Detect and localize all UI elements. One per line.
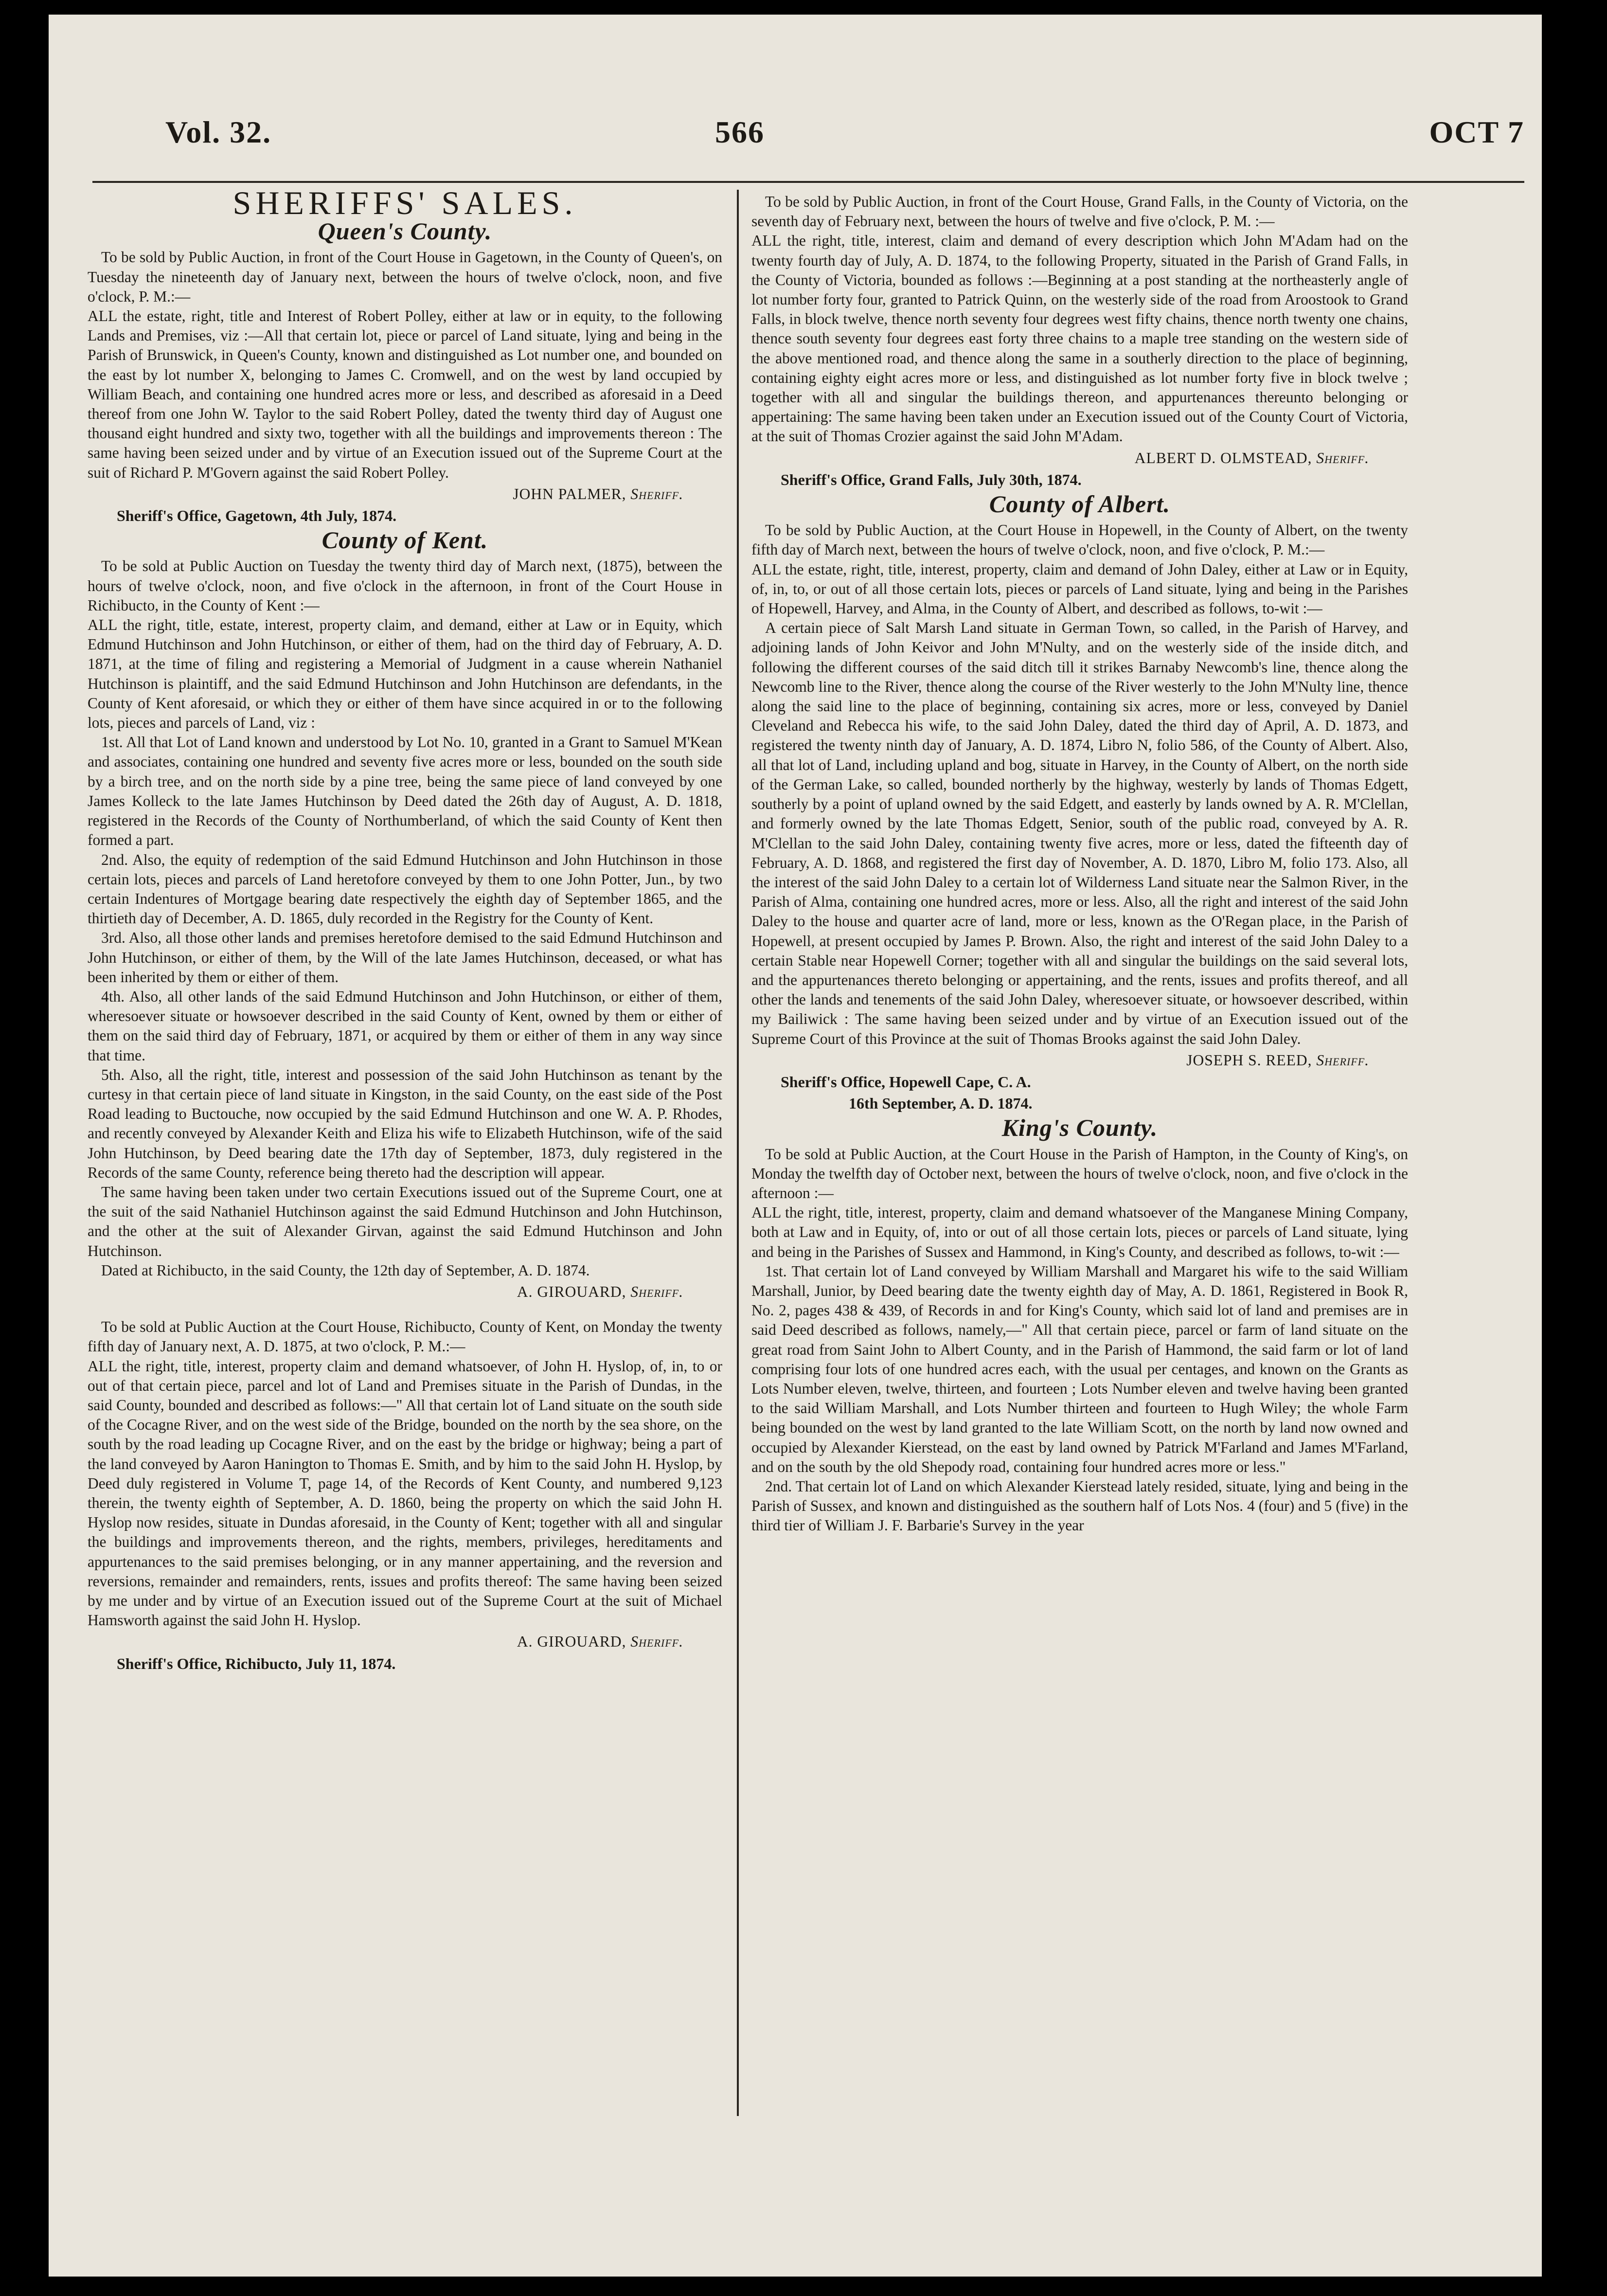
kent-county-heading: County of Kent. <box>321 526 488 554</box>
sheriff-name: A. GIROUARD, <box>517 1633 626 1650</box>
kent-executions: The same having been taken under two certain Executions issued out of the Supreme Court, one at the suit of the said Nathaniel Hutchinson against the said Edmund Hutchinson and John Hutchinson, and the other at the suit of Alexander Girvan, against the said Edmund Hutchinson and John Hutchinson. <box>88 1183 722 1259</box>
sheriff-name: JOSEPH S. REED, <box>1186 1051 1312 1069</box>
kent-dated: Dated at Richibucto, in the said County, the 12th day of September, A. D. 1874. <box>101 1261 590 1279</box>
albert-sheriff <box>751 1051 1408 1070</box>
page-header <box>92 114 1524 168</box>
kent-item-4: 4th. Also, all other lands of the said Edmund Hutchinson and John Hutchinson, or either of them, wheresoever situate or howsoever described in the said County of Kent, owned by them or either of them on the said third day of February, 1871, or acquired by them or either of them in any way since that time. <box>88 987 722 1064</box>
kent2-intro: To be sold at Public Auction at the Court House, Richibucto, County of Kent, on Monday the twenty fifth day of January next, A. D. 1875, at two o'clock, P. M.:— <box>88 1318 722 1355</box>
queens-body: ALL the estate, right, title and Interest of Robert Polley, either at law or in equity, to the following Lands and Premises, viz :—All that certain lot, piece or parcel of Land situate, lying and being in the Parish of Brunswick, in Queen's County, known and distinguished as Lot number one, and bounded on the east by lot number X, belonging to James C. Cromwell, and on the west by land occupied by William Beach, and containing one hundred acres more or less, and described as aforesaid in a Deed thereof from one John W. Taylor to the said Robert Polley, dated the twenty third day of August one thousand eight hundred and sixty two, together with all the buildings and improvements thereon : The same having been seized under and by virtue of an Execution issued out of the Supreme Court at the suit of Richard P. M'Govern against the said Robert Polley. <box>88 307 722 481</box>
kings-item-1: 1st. That certain lot of Land conveyed by William Marshall and Margaret his wife to the said William Marshall, Junior, by Deed bearing date the twenty eighth day of May, A. D. 1861, Registered in Book R, No. 2, pages 438 & 439, of Records in and for King's County, which said lot of land and premises are in said Deed described as follows, namely,—" All that certain piece, parcel or farm of land situate on the great road from Saint John to Albert County, and in the Parish of Hammond, the said farm or lot of land comprising four lots of one hundred acres each, with the usual per centages, and known on the Grants as Lots Number eleven, twelve, thirteen, and fourteen ; Lots Number eleven and twelve having been granted to the said William Marshall, and Lots Number thirteen and fourteen to Hugh Wiley; the whole Farm being bounded on the west by land granted to the late William Scott, on the north by land now owned and occupied by Alexander Kierstead, on the east by land owned by Patrick M'Farland and James M'Farland, and on the south by the old Shepody road, containing four hundred acres more or less." <box>751 1262 1408 1475</box>
sheriff-role: Sheriff. <box>1316 449 1369 466</box>
kent-intro: To be sold at Public Auction on Tuesday the twenty third day of March next, (1875), between the hours of twelve o'clock, noon, and five o'clock in the afternoon, in front of the Court House in Richibucto, in the County of Kent :— <box>88 557 722 614</box>
albert-office-line-1: Sheriff's Office, Hopewell Cape, C. A. <box>781 1073 1031 1091</box>
albert-description: A certain piece of Salt Marsh Land situate in German Town, so called, in the Parish of Harvey, and adjoining lands of John Keivor and John M'Nulty, and on the westerly side of the inside ditch, and following the different courses of the said ditch till it strikes Barnaby Newcomb's line, thence along the Newcomb line to the River, thence along the course of the River westerly to the John M'Nulty line, thence along the said line to the place of beginning, containing six acres, more or less, conveyed by Daniel Cleveland and Rebecca his wife, to the said John Daley, dated the third day of April, A. D. 1873, and registered the twenty ninth day of January, A. D. 1874, Libro N, folio 586, of the County of Albert. Also, all that lot of Land, including upland and bog, situate in Harvey, in the County of Albert, on the north side of the German Lake, so called, bounded northerly by the highway, westerly by lands of Thomas Edgett, southerly by a point of upland owned by the said Edgett, and easterly by lands owned by A. R. M'Clellan, and formerly owned by the late Thomas Edgett, Senior, south of the public road, conveyed by A. R. M'Clellan to the said John Daley, containing twenty five acres, more or less, dated the fifteenth day of February, A. D. 1868, and registered the first day of November, A. D. 1870, Libro M, folio 173. Also, all the interest of the said John Daley to a certain lot of Wilderness Land situate near the Salmon River, in the Parish of Alma, containing one hundred acres, more or less. Also, all the right and interest of the said John Daley to the house and quarter acre of land, more or less, known as the O'Regan place, in the Parish of Hopewell, at present occupied by James P. Brown. Also, the right and interest of the said John Daley to a certain Stable near Hopewell Corner; together with all and singular the buildings on the said several lots, and the appurtenances thereto belonging or appertaining, and the rents, issues and profits thereof, and all other the lands and tenements of the said John Daley, wheresoever situate, or howsoever described, within my Bailiwick : The same having been seized under and by virtue of an Execution issued out of the Supreme Court of this Province at the suit of Thomas Brooks against the said John Daley. <box>751 619 1408 1047</box>
page-number: 566 <box>715 115 765 149</box>
queens-sheriff <box>88 484 722 504</box>
sheriff-name: ALBERT D. OLMSTEAD, <box>1134 449 1312 466</box>
right-column <box>751 192 1408 1536</box>
kent-item-1: 1st. All that Lot of Land known and understood by Lot No. 10, granted in a Grant to Samuel M'Kean and associates, containing one hundred and seventy five acres more or less, bounded on the south side by a birch tree, and on the north side by a pine tree, being the same piece of land conveyed by one James Kolleck to the late James Hutchinson by Deed dated the 26th day of August, A. D. 1818, registered in the Records of the County of Northumberland, of which the said County of Kent then formed a part. <box>88 734 722 849</box>
victoria-intro: To be sold by Public Auction, in front of the Court House, Grand Falls, in the County of Victoria, on the seventh day of February next, between the hours of twelve and five o'clock, P. M. :— <box>751 193 1408 230</box>
kent2-sheriff <box>88 1632 722 1651</box>
sheriff-role: Sheriff. <box>630 1283 683 1300</box>
victoria-body: ALL the right, title, interest, claim and demand of every description which John M'Adam had on the twenty fourth day of July, A. D. 1874, to the following Property, situated in the Parish of Grand Falls, in the County of Victoria, bounded as follows :—Beginning at a post standing at the northeasterly angle of lot number forty four, granted to Patrick Quinn, on the westerly side of the road from Aroostook to Grand Falls, in block twelve, thence north seventy four degrees west fifty chains, thence north twenty one chains, thence south seventy four degrees east forty three chains to a maple tree standing on the western side of the above mentioned road, and thence along the same in a southerly direction to the place of beginning, containing eighty eight acres more or less, and distinguished as lot number forty five in block twelve ; together with all and singular the buildings thereon, and appurtenances thereunto belonging or appertaining: The same having been taken under an Execution issued out of the County Court of Victoria, at the suit of Thomas Crozier against the said John M'Adam. <box>751 232 1408 445</box>
victoria-office-line: Sheriff's Office, Grand Falls, July 30th, 1874. <box>781 470 1082 488</box>
sheriff-name: A. GIROUARD, <box>517 1283 626 1300</box>
queens-county-heading: Queen's County. <box>318 217 492 245</box>
issue-date: OCT 7 <box>1429 115 1524 149</box>
kent2-office-line: Sheriff's Office, Richibucto, July 11, 1874. <box>117 1654 396 1672</box>
sheriff-role: Sheriff. <box>630 1633 683 1650</box>
section-title: SHERIFFS' SALES. <box>232 184 577 221</box>
victoria-sheriff <box>751 448 1408 468</box>
kent-body: ALL the right, title, estate, interest, property claim, and demand, either at Law or in Equity, which Edmund Hutchinson and John Hutchinson, or either of them, had on the third day of February, A. D. 1871, at the time of filing and registering a Memorial of Judgment in a cause wherein Nathaniel Hutchinson is plaintiff, and the said Edmund Hutchinson and John Hutchinson are defendants, in the County of Kent aforesaid, or which they or either of them have since acquired in or to the following lots, pieces and parcels of Land, viz : <box>88 616 722 732</box>
albert-intro: To be sold by Public Auction, at the Court House in Hopewell, in the County of Albert, on the twenty fifth day of March next, between the hours of twelve o'clock, noon, and five o'clock, P. M.:— <box>751 521 1408 558</box>
kent2-body: ALL the right, title, interest, property claim and demand whatsoever, of John H. Hyslop, of, in, to or out of that certain piece, parcel and lot of Land and Premises situate in the Parish of Dundas, in the said County, bounded and described as follows:—" All that certain lot of Land situate on the south side of the Cocagne River, and on the west side of the Bridge, bounded on the north by the sea shore, on the south by the road leading up Cocagne River, and on the east by the bridge or highway; being a part of the land conveyed by Aaron Hanington to Thomas E. Smith, and by him to the said John H. Hyslop, by Deed duly registered in Volume T, page 14, of the Records of Kent County, and numbered 9,123 therein, the twenty eighth of September, A. D. 1860, being the property on which the said John H. Hyslop now resides, situate in Dundas aforesaid, in the County of Kent; together with all and singular the buildings and improvements thereon, and the rights, members, privileges, hereditaments and appurtenances to the said premises belonging, or in any manner appertaining, and the reversion and reversions, remainder and remainders, rents, issues and profits thereof: The same having been seized by me under and by virtue of an Execution issued out of the Supreme Court at the suit of Michael Hamsworth against the said John H. Hyslop. <box>88 1357 722 1629</box>
albert-body: ALL the estate, right, title, interest, property, claim and demand of John Daley, either at Law or in Equity, of, in, to, or out of all those certain lots, pieces or parcels of Land situate, lying and being in the Parishes of Hopewell, Harvey, and Alma, in the County of Albert, and described as follows, to-wit :— <box>751 560 1408 617</box>
sheriff-role: Sheriff. <box>1316 1051 1369 1069</box>
kent-item-5: 5th. Also, all the right, title, interest and possession of the said John Hutchinson as tenant by the curtesy in that certain piece of land situate in Kingston, in the said County, on the east side of the Post Road leading to Buctouche, now occupied by the said Edmund Hutchinson and one W. A. P. Rhodes, and recently conveyed by Alexander Keith and Eliza his wife to Elizabeth Hutchinson, wife of the said John Hutchinson, by Deed bearing date the 17th day of September, 1873, duly registered in the Records of the same County, reference being thereto had the description will appear. <box>88 1066 722 1181</box>
volume-number: Vol. 32. <box>165 115 272 149</box>
kings-item-2: 2nd. That certain lot of Land on which Alexander Kierstead lately resided, situate, lying and being in the Parish of Sussex, and known and distinguished as the southern half of Lots Nos. 4 (four) and 5 (five) in the third tier of William J. F. Barbarie's Survey in the year <box>751 1478 1408 1534</box>
sheriff-role: Sheriff. <box>630 485 683 502</box>
albert-county-heading: County of Albert. <box>989 490 1171 518</box>
kent-item-3: 3rd. Also, all those other lands and premises heretofore demised to the said Edmund Hutchinson and John Hutchinson, or either of them, by the Will of the late James Hutchinson, deceased, or what has been inherited by them or either of them. <box>88 929 722 986</box>
kings-county-heading: King's County. <box>1001 1114 1158 1142</box>
queens-intro: To be sold by Public Auction, in front of the Court House in Gagetown, in the County of Queen's, on Tuesday the nineteenth day of January next, between the hours of twelve o'clock, noon, and five o'clock, P. M.:— <box>88 249 722 305</box>
left-column <box>88 184 722 1673</box>
column-divider <box>737 190 739 2116</box>
sheriff-name: JOHN PALMER, <box>513 485 626 502</box>
kings-body: ALL the right, title, interest, property, claim and demand whatsoever of the Manganese Mining Company, both at Law and in Equity, of, into or out of all those certain lots, pieces or parcels of Land situate, lying and being in the Parishes of Sussex and Hammond, in King's County, and described as follows, to-wit :— <box>751 1204 1408 1260</box>
header-rule <box>92 181 1524 183</box>
kent-sheriff <box>88 1282 722 1302</box>
albert-office-line-2: 16th September, A. D. 1874. <box>849 1094 1033 1112</box>
queens-office-line: Sheriff's Office, Gagetown, 4th July, 1874. <box>117 507 397 525</box>
kings-intro: To be sold at Public Auction, at the Court House in the Parish of Hampton, in the County of King's, on Monday the twelfth day of October next, between the hours of twelve o'clock, noon, and five o'clock in the afternoon :— <box>751 1145 1408 1202</box>
kent-item-2: 2nd. Also, the equity of redemption of the said Edmund Hutchinson and John Hutchinson in those certain lots, pieces and parcels of Land heretofore conveyed by them to one John Potter, Jun., by two certain Indentures of Mortgage bearing date respectively the eighth day of September 1865, and the thirtieth day of December, A. D. 1865, duly recorded in the Registry for the County of Kent. <box>88 851 722 927</box>
